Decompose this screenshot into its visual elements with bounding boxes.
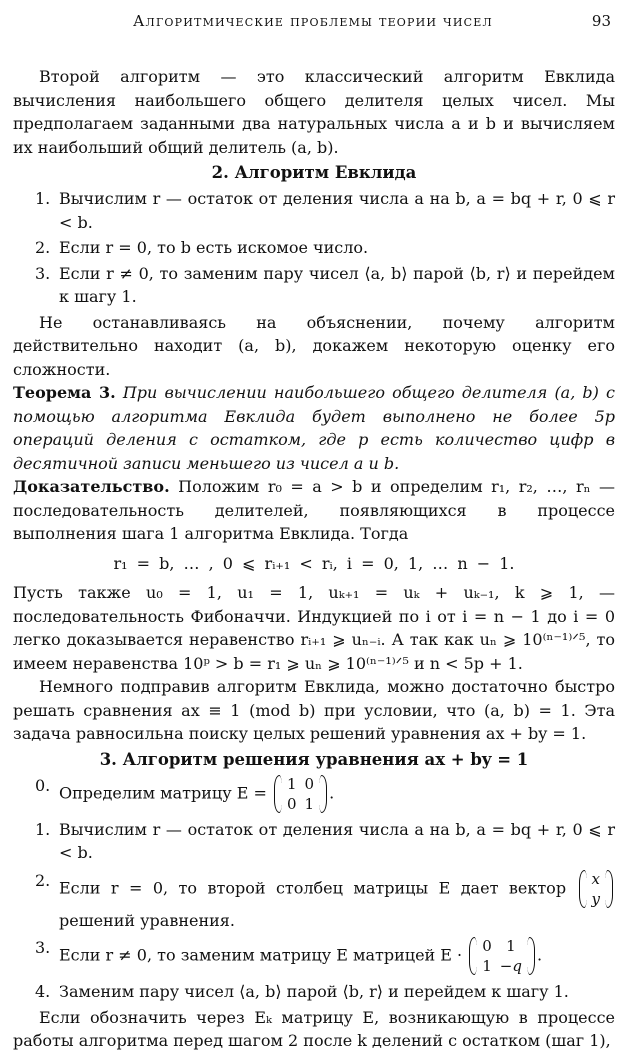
solver-step-1 — [13, 818, 615, 865]
intro-paragraph: Второй алгоритм — это классический алгоритм Евклида вычисления наибольшего общего делителя целых чисел. Мы предполагаем заданными два натуральных числа a и b и вычисляем их наибольший общий делитель (a, b). — [13, 67, 615, 157]
theorem-3 — [13, 381, 615, 475]
display-formula: r₁ = b, … , 0 ⩽ rᵢ₊₁ < rᵢ, i = 0, 1, … n − 1. — [113, 553, 515, 573]
section-2-heading: 2. Алгоритм Евклида — [211, 163, 417, 182]
step-text-after: решений уравнения. — [59, 910, 235, 930]
running-title: Алгоритмические проблемы теории чисел — [133, 12, 493, 30]
step-text: Если r ≠ 0, то заменим матрицу E матрицей E · — [59, 945, 463, 965]
fibonacci-paragraph: Пусть также u₀ = 1, u₁ = 1, uₖ₊₁ = uₖ + uₖ₋₁, k ⩾ 1, — последовательность Фибоначчи. Индукцией по i от i = n − 1 до i = 0 легко доказывается неравенство rᵢ₊₁ ⩾ uₙ₋ᵢ. А так как uₙ ⩾ 10⁽ⁿ⁻¹⁾ᐟ⁵, то имеем неравенства 10ᵖ > b = r₁ ⩾ uₙ ⩾ 10⁽ⁿ⁻¹⁾ᐟ⁵ и n < 5p + 1. — [13, 583, 615, 673]
step-text: Вычислим r — остаток от деления числа a на b, a = bq + r, 0 ⩽ r < b. — [59, 819, 615, 862]
step-text: Вычислим r — остаток от деления числа a на b, a = bq + r, 0 ⩽ r < b. — [59, 189, 615, 232]
vector-cell: x — [591, 869, 600, 888]
matrix-cell: 1 — [506, 937, 516, 955]
euclid-step-1 — [13, 187, 615, 234]
step-end: . — [536, 945, 543, 965]
solver-step-2 — [13, 869, 615, 933]
step-text: Если r = 0, то второй столбец матрицы E дает вектор — [59, 878, 567, 897]
solution-vector — [579, 869, 613, 909]
step-text: Если r = 0, то b есть искомое число. — [59, 238, 369, 257]
solver-step-3 — [13, 936, 615, 976]
solver-step-4 — [13, 980, 615, 1004]
matrix-cell: 1 — [304, 794, 315, 813]
page-number: 93 — [591, 12, 611, 30]
theorem-label: Теорема 3. — [13, 383, 116, 402]
proof-text: Положим r₀ = a > b и определим r₁, r₂, …, rₙ — последовательность делителей, появляющихся в процессе выполнения шага 1 алгоритма Евклида. Тогда — [13, 477, 615, 543]
estimate-paragraph: Не останавливаясь на объяснении, почему алгоритм действительно находит (a, b), докажем некоторую оценку его сложности. — [13, 312, 615, 379]
matrix-cell: 1 — [286, 774, 297, 793]
matrix-cell: 0 — [482, 937, 492, 955]
euclid-step-3 — [13, 262, 615, 309]
theorem-text: При вычислении наибольшего общего делителя (a, b) с помощью алгоритма Евклида будет выполнено не более 5p операций деления с остатком, где p есть количество цифр в десятичной записи меньшего из чисел a и b. — [13, 383, 615, 473]
step-number: 2. — [35, 238, 51, 257]
vector-cell: y — [591, 889, 600, 908]
step-number: 3. — [35, 263, 51, 283]
section-3-heading: 3. Алгоритм решения уравнения ax + by = 1 — [99, 749, 529, 769]
matrix-cell: −q — [499, 957, 522, 975]
step-number: 0. — [35, 775, 51, 795]
step-text: Заменим пару чисел ⟨a, b⟩ парой ⟨b, r⟩ и перейдем к шагу 1. — [59, 982, 569, 1001]
step-end: . — [329, 783, 335, 802]
running-header — [13, 0, 615, 36]
proof-label: Доказательство. — [13, 477, 170, 496]
solver-step-0 — [13, 774, 615, 814]
step-number: 1. — [35, 189, 51, 208]
step-number: 4. — [35, 982, 51, 1001]
proof-paragraph — [13, 475, 615, 546]
step-text: Если r ≠ 0, то заменим пару чисел ⟨a, b⟩ парой ⟨b, r⟩ и перейдем к шагу 1. — [59, 263, 615, 306]
final-paragraph: Если обозначить через Eₖ матрицу E, возникающую в процессе работы алгоритма перед шагом 2 после k делений с остатком (шаг 1), — [13, 1007, 615, 1050]
update-matrix — [469, 936, 535, 976]
euclid-step-2 — [13, 236, 615, 260]
matrix-cell: 1 — [482, 957, 492, 975]
step-number: 3. — [35, 938, 51, 957]
matrix-cell: 0 — [304, 774, 315, 793]
step-text: Определим матрицу E = — [59, 783, 267, 802]
matrix-cell: 0 — [286, 794, 297, 813]
identity-matrix — [274, 774, 327, 814]
step-number: 1. — [35, 819, 51, 839]
congruence-paragraph: Немного подправив алгоритм Евклида, можно достаточно быстро решать сравнения ax ≡ 1 (mod b) при условии, что (a, b) = 1. Эта задача равносильна поиску целых решений уравнения ax + by = 1. — [13, 677, 615, 743]
page — [13, 0, 615, 1053]
step-number: 2. — [35, 870, 51, 890]
